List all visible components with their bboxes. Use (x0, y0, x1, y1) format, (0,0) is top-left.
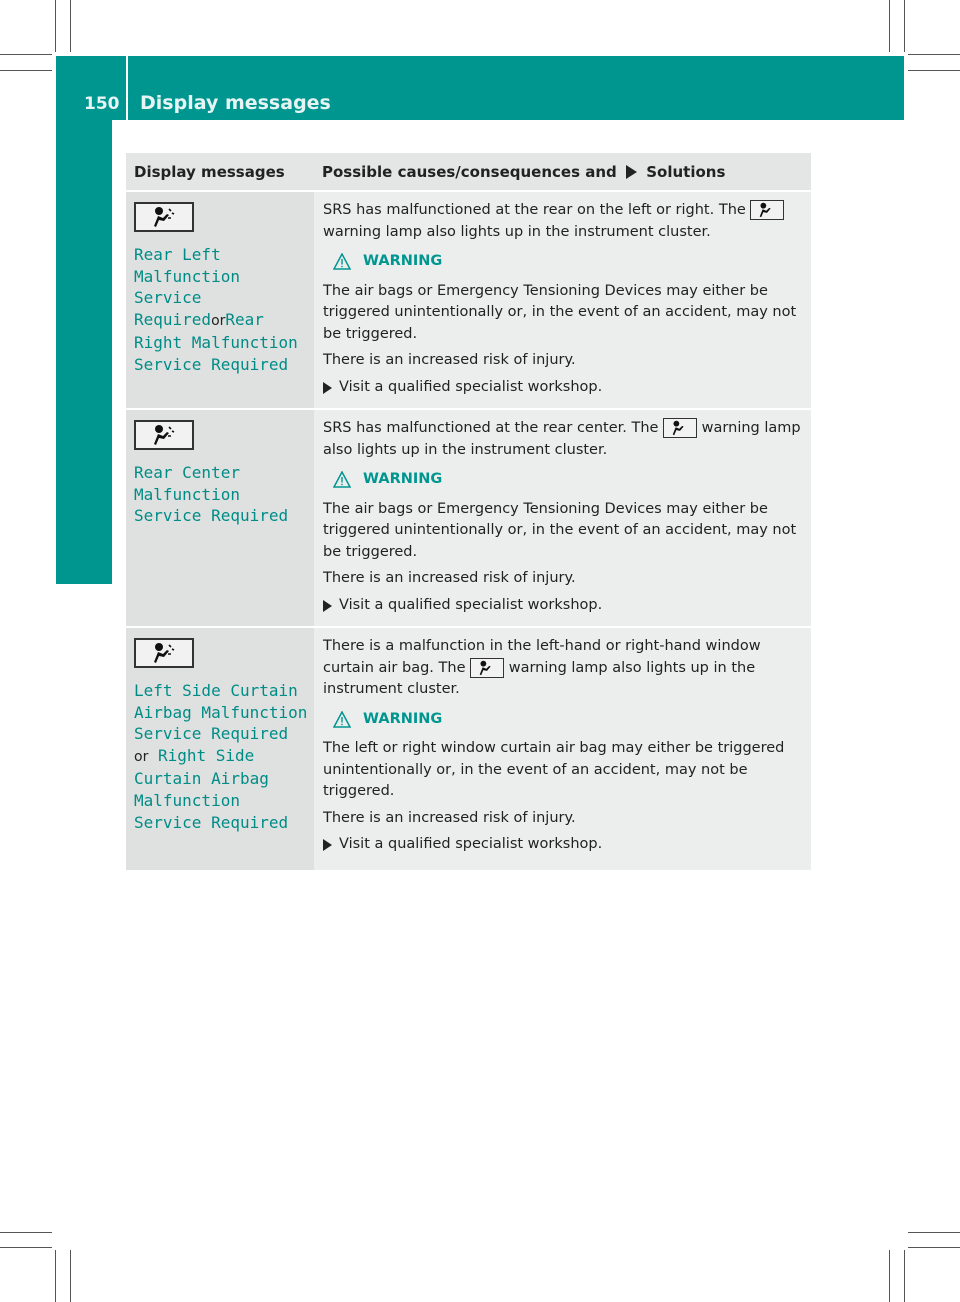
crop-mark (889, 0, 890, 52)
causes-cell (314, 628, 811, 870)
column-header-causes (314, 153, 811, 190)
message-line: Airbag Malfunction (134, 702, 308, 722)
action-item (323, 377, 805, 402)
risk-text: There is an increased risk of injury. (323, 570, 576, 586)
risk-text: There is an increased risk of injury. (323, 352, 576, 368)
crop-mark (70, 1250, 71, 1302)
warning-triangle-icon (333, 471, 351, 488)
message-line: Malfunction (134, 266, 240, 286)
message-line: Service Required (134, 506, 289, 526)
warning-label: WARNING (363, 253, 443, 269)
table-row (126, 626, 811, 870)
message-fragment: Required (134, 309, 212, 329)
action-text: Visit a qualified specialist workshop. (339, 596, 603, 613)
warning-triangle-icon (333, 253, 351, 270)
cause-text-a: There is a malfunction in the left-hand or right-hand window curtain air bag. The (323, 638, 761, 676)
crop-mark (0, 1247, 52, 1248)
message-line: Left Side Curtain (134, 681, 298, 700)
message-line: Malfunction (134, 484, 240, 504)
crop-mark (904, 0, 905, 52)
warning-triangle-icon (333, 711, 351, 728)
action-arrow-icon (323, 377, 339, 402)
crop-mark (0, 1232, 52, 1233)
action-text: Visit a qualified specialist workshop. (339, 836, 603, 852)
warning-text: The air bags or Emergency Tensioning Devices may either be triggered unintentionally or, in the event of an accident, may not be triggered. (323, 282, 797, 342)
message-fragment: Rear (225, 309, 264, 329)
airbag-icon (750, 200, 784, 220)
warning-label: WARNING (363, 471, 443, 487)
crop-mark (0, 54, 52, 55)
table-header (126, 153, 811, 190)
message-line: Curtain Airbag (134, 769, 269, 789)
airbag-icon (134, 202, 194, 232)
action-arrow-icon (626, 165, 637, 179)
display-messages-table (126, 153, 811, 870)
action-item (323, 834, 805, 859)
cause-text (323, 200, 805, 243)
message-line: Service (134, 288, 202, 308)
airbag-icon (470, 658, 504, 678)
crop-mark (0, 70, 52, 71)
message-or: or (134, 748, 149, 765)
page-title: Display messages (140, 92, 331, 114)
warning-heading (333, 251, 805, 273)
table-row (126, 190, 811, 408)
crop-mark (889, 1250, 890, 1302)
column-header-causes-prefix: Possible causes/consequences and (322, 163, 617, 181)
cause-text-b: warning lamp also lights up in the instrument cluster. (323, 223, 711, 240)
airbag-icon (134, 638, 194, 668)
side-tab-label: On-board computer and displays (63, 153, 87, 540)
warning-heading (333, 469, 805, 491)
display-message-text (134, 462, 314, 527)
cause-text (323, 418, 805, 461)
message-line: Service Required (134, 812, 289, 832)
crop-mark (908, 54, 960, 55)
risk-text: There is an increased risk of injury. (323, 809, 576, 826)
table-row (126, 408, 811, 626)
crop-mark (55, 0, 56, 52)
message-line: Rear Center (134, 463, 240, 482)
cause-text-a: SRS has malfunctioned at the rear center. The (323, 420, 659, 436)
causes-cell (314, 192, 811, 408)
cause-text-a: SRS has malfunctioned at the rear on the left or right. The (323, 202, 746, 218)
warning-text: The left or right window curtain air bag may either be triggered unintentionally or, in the event of an accident, may not be triggered. (323, 740, 785, 799)
display-message-text (134, 680, 314, 833)
column-header-causes-suffix: Solutions (646, 163, 726, 181)
warning-heading (333, 709, 805, 731)
crop-mark (908, 1247, 960, 1248)
message-or: or (211, 312, 226, 329)
message-line: Service Required (134, 354, 289, 374)
message-cell (126, 410, 314, 626)
crop-mark (55, 1250, 56, 1302)
message-line (134, 745, 314, 769)
causes-cell (314, 410, 811, 626)
header-divider (126, 56, 128, 120)
airbag-icon (134, 420, 194, 450)
message-cell (126, 628, 314, 870)
page-number: 150 (84, 94, 120, 114)
warning-text: The air bags or Emergency Tensioning Devices may either be triggered unintentionally or, in the event of an accident, may not be triggered. (323, 500, 797, 560)
message-fragment: Right Side (157, 745, 255, 765)
action-item (323, 595, 805, 620)
airbag-icon (663, 418, 697, 438)
message-line: Rear Left (134, 245, 221, 264)
crop-mark (908, 1232, 960, 1233)
message-line: Service Required (134, 724, 289, 744)
crop-mark (908, 70, 960, 71)
column-header-messages: Display messages (134, 163, 285, 181)
crop-mark (904, 1250, 905, 1302)
message-cell (126, 192, 314, 408)
message-line: Right Malfunction (134, 333, 298, 353)
warning-label: WARNING (363, 710, 443, 727)
display-message-text (134, 244, 314, 376)
action-text: Visit a qualified specialist workshop. (339, 378, 603, 395)
action-arrow-icon (323, 595, 339, 620)
action-arrow-icon (323, 834, 339, 859)
cause-text (323, 636, 805, 701)
message-line: Malfunction (134, 790, 240, 810)
cause-text-b: warning lamp also lights up in the instrument cluster. (323, 420, 801, 458)
message-line (134, 309, 314, 333)
cause-text-b: warning lamp also lights up in the instrument cluster. (323, 659, 756, 697)
